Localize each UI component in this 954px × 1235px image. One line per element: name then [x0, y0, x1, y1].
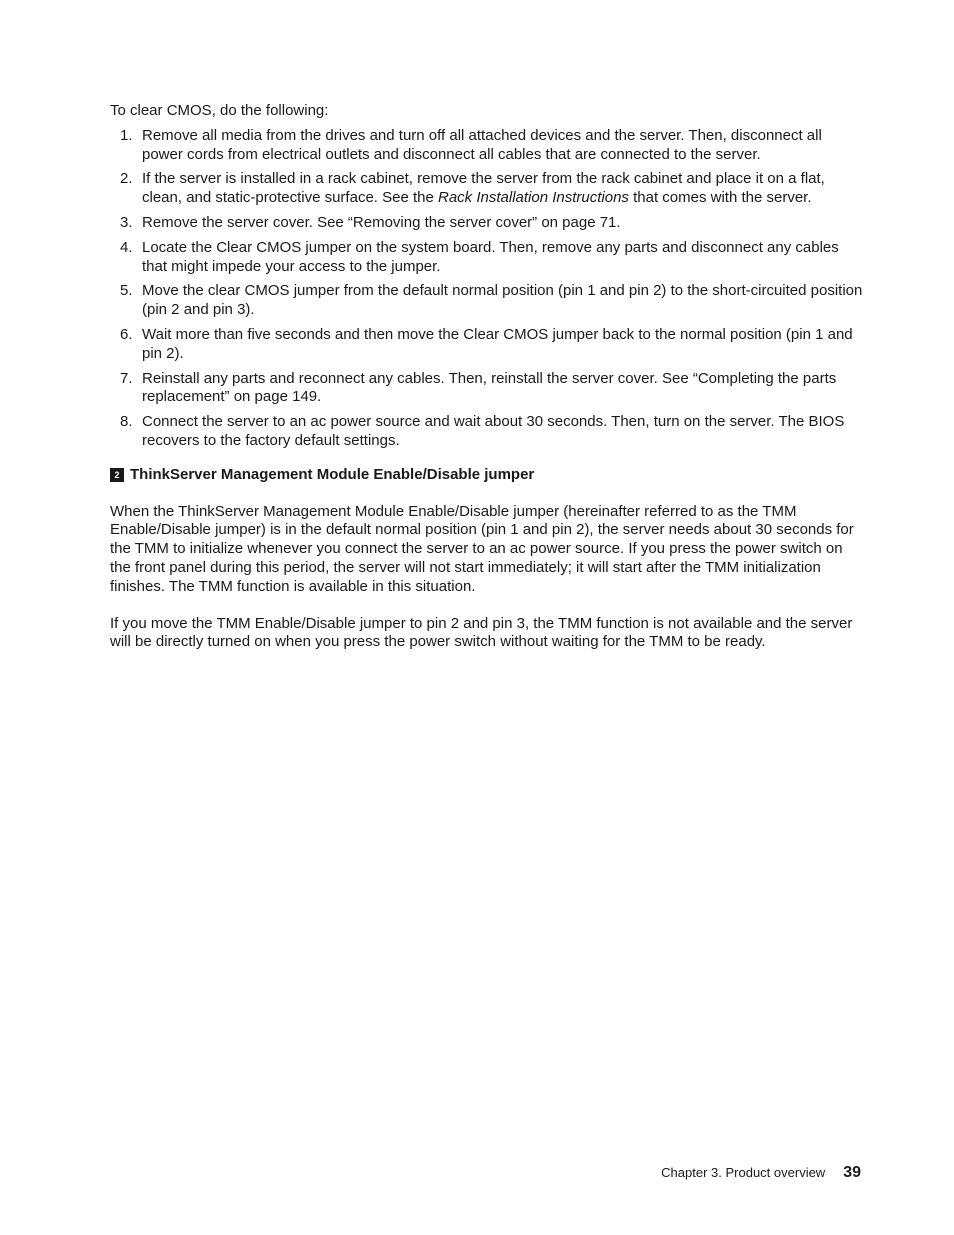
- list-item: [110, 214, 866, 233]
- step-text-part: that comes with the server.: [628, 189, 812, 207]
- steps-list: [110, 127, 866, 451]
- step-text: Reinstall any parts and reconnect any cables. Then, reinstall the server cover. See “Completing the parts replacement” on page 149.: [142, 369, 837, 406]
- list-item: [110, 170, 866, 208]
- step-text: Remove all media from the drives and turn off all attached devices and the server. Then, disconnect all power cords from electrical outlets and disconnect all cables that are connected to the server.: [142, 126, 822, 163]
- callout-badge: 2: [110, 468, 124, 482]
- list-item: [110, 413, 866, 451]
- step-number: 1.: [120, 126, 133, 144]
- document-page: [110, 102, 866, 670]
- step-number: 7.: [120, 369, 133, 387]
- step-text-part: If the server is installed in a rack cabinet, remove the server from the rack cabinet and place it on a flat, clean, and static-protective surface. See the: [142, 170, 825, 207]
- step-number: 5.: [120, 282, 133, 300]
- step-number: 8.: [120, 413, 133, 431]
- list-item: [110, 370, 866, 408]
- body-paragraph: When the ThinkServer Management Module Enable/Disable jumper (hereinafter referred to as the TMM Enable/Disable jumper) is in the default normal position (pin 1 and pin 2), the server needs about 30 seconds for the TMM to initialize whenever you connect the server to an ac power source. If you press the power switch on the front panel during this period, the server will not start immediately; it will start after the TMM initialization finishes. The TMM function is available in this situation.: [110, 502, 854, 595]
- intro-text: To clear CMOS, do the following:: [110, 102, 329, 119]
- step-text: Wait more than five seconds and then move the Clear CMOS jumper back to the normal position (pin 1 and pin 2).: [142, 325, 853, 362]
- step-text: [142, 170, 825, 206]
- list-item: [110, 239, 866, 277]
- step-text: Remove the server cover. See “Removing the server cover” on page 71.: [142, 213, 621, 231]
- document-title-reference: Rack Installation Instructions: [438, 189, 629, 207]
- list-item: [110, 326, 866, 364]
- step-number: 4.: [120, 238, 133, 256]
- step-number: 2.: [120, 170, 133, 188]
- step-number: 3.: [120, 213, 133, 231]
- step-number: 6.: [120, 325, 133, 343]
- body-paragraph: If you move the TMM Enable/Disable jumper to pin 2 and pin 3, the TMM function is not available and the server will be directly turned on when you press the power switch without waiting for the TMM to be ready.: [110, 614, 853, 651]
- footer-chapter-title: Chapter 3. Product overview: [661, 1165, 826, 1180]
- list-item: [110, 127, 866, 165]
- page-number: 39: [843, 1164, 861, 1181]
- step-text: Move the clear CMOS jumper from the default normal position (pin 1 and pin 2) to the short-circuited position (pin 2 and pin 3).: [142, 282, 863, 319]
- page-footer: [661, 1164, 861, 1182]
- section-heading-text: ThinkServer Management Module Enable/Disable jumper: [130, 465, 535, 483]
- step-text: Connect the server to an ac power source and wait about 30 seconds. Then, turn on the server. The BIOS recovers to the factory default settings.: [142, 413, 845, 449]
- list-item: [110, 282, 866, 320]
- step-text: Locate the Clear CMOS jumper on the system board. Then, remove any parts and disconnect any cables that might impede your access to the jumper.: [142, 238, 839, 275]
- section-heading: [110, 466, 866, 485]
